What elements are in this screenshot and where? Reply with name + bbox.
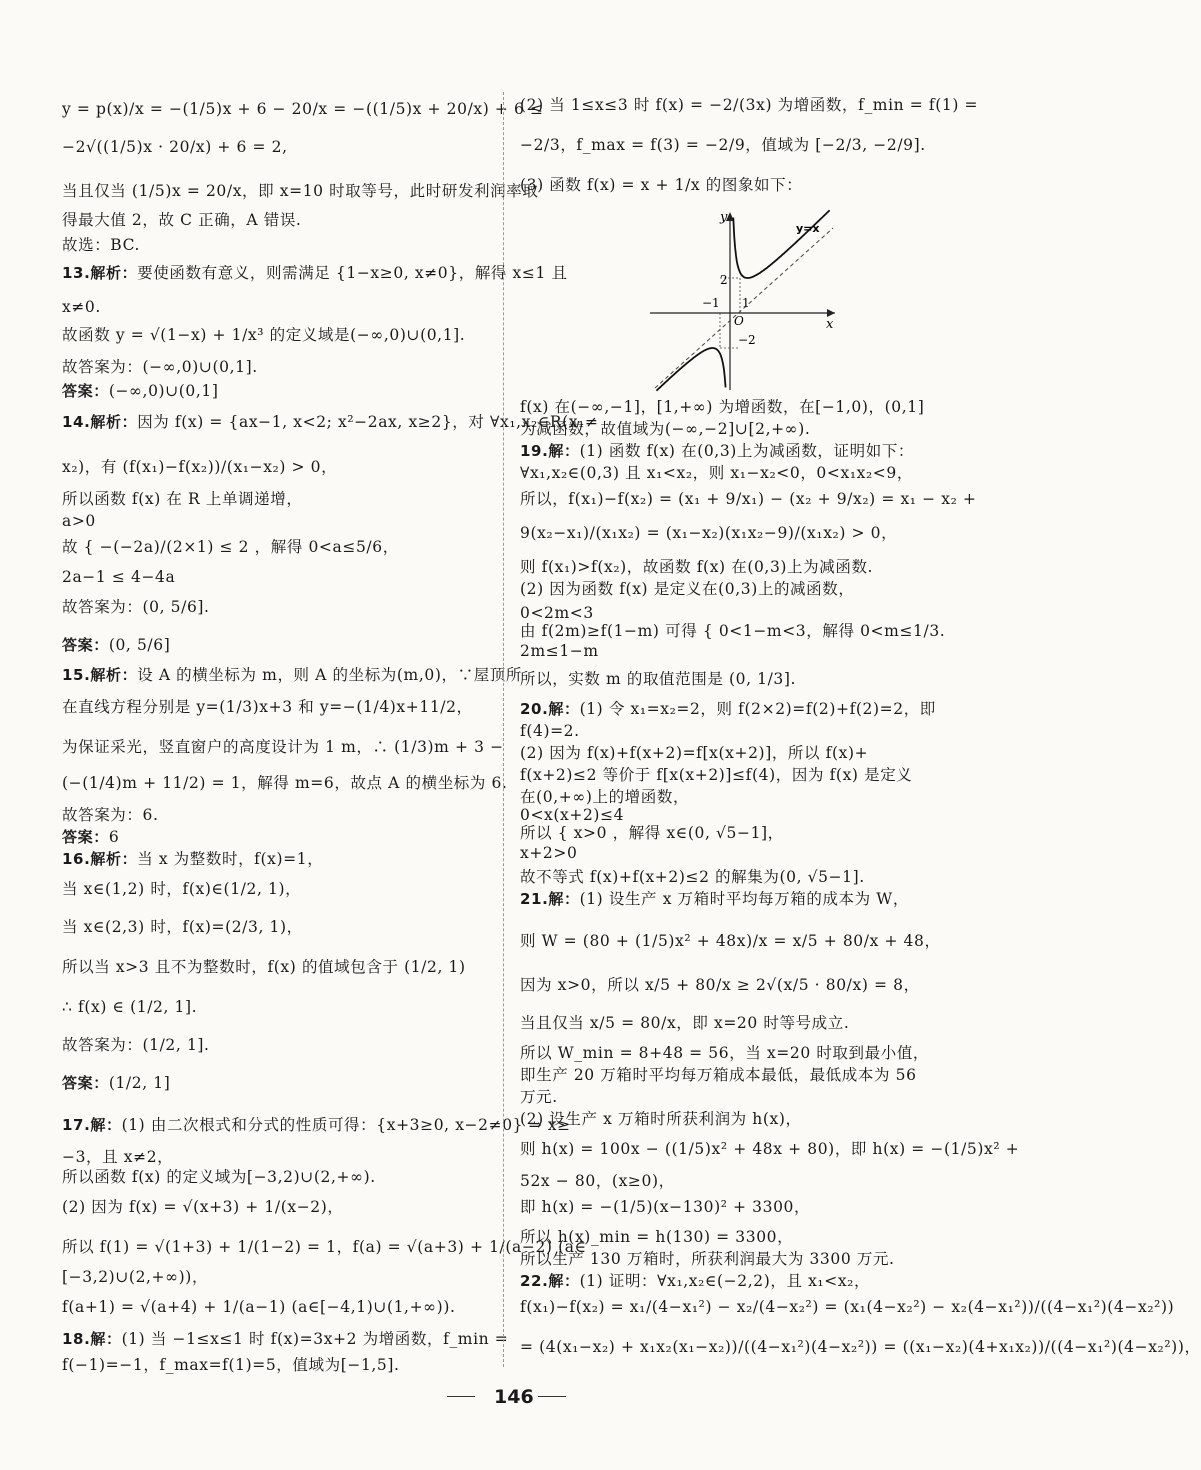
line-text: 故选：BC. (62, 236, 141, 254)
line-text: f(x) 在(−∞,−1]，[1,+∞) 为增函数，在[−1,0)，(0,1] (520, 398, 925, 416)
text-line (520, 1142, 1019, 1158)
text-line (62, 266, 568, 282)
line-text: 万元. (520, 1088, 558, 1106)
text-line (62, 460, 337, 476)
line-text: 得最大值 2，故 C 正确，A 错误. (62, 211, 302, 229)
text-line (62, 638, 170, 654)
text-line (62, 700, 473, 716)
line-text: 所以，f(x₁)−f(x₂) = (x₁ + 9/x₁) − (x₂ + 9/x₂) = x₁ − x₂ + (520, 490, 977, 508)
text-line (520, 746, 868, 762)
line-text: 为减函数，故值域为(−∞,−2]∪[2,+∞). (520, 420, 811, 438)
text-line (62, 570, 175, 586)
line-text: 设 A 的横坐标为 m，则 A 的坐标为(m,0)，∵屋顶所 (137, 666, 522, 684)
curve-positive-branch (733, 210, 829, 278)
line-text: 当且仅当 (1/5)x = 20/x，即 x=10 时取等号，此时研发利润率取 (62, 182, 539, 200)
text-line (62, 920, 303, 936)
line-text: f(4)=2. (520, 722, 580, 740)
text-line (520, 624, 945, 640)
line-text: −2√((1/5)x · 20/x) + 6 = 2, (62, 138, 288, 156)
text-line (62, 1038, 210, 1054)
text-line (62, 300, 101, 316)
text-line (62, 1170, 376, 1186)
tick-label-neg1: −1 (702, 296, 720, 310)
x-axis-arrow (827, 309, 835, 317)
text-line (520, 1274, 870, 1290)
tick-label-neg2: −2 (738, 333, 756, 347)
text-line (62, 492, 302, 508)
curve-negative-branch (657, 348, 726, 391)
line-text: (2) 因为 f(x)+f(x+2)=f[x(x+2)]，所以 f(x)+ (520, 744, 869, 762)
text-line (62, 1150, 173, 1166)
line-text: 2a−1 ≤ 4−4a (62, 568, 176, 586)
text-line (62, 1300, 456, 1316)
column-divider (503, 92, 504, 1367)
item-label: 20.解： (520, 700, 580, 718)
text-line (62, 384, 219, 400)
text-line (520, 870, 865, 886)
text-line (62, 184, 538, 200)
page-number: 146 (494, 1386, 534, 1408)
line-text: (1/2, 1] (108, 1074, 171, 1092)
text-line (62, 514, 96, 530)
line-text: (1) 设生产 x 万箱时平均每万箱的成本为 W， (579, 890, 909, 908)
text-line (520, 808, 624, 824)
text-line (520, 1068, 917, 1084)
line-text: (1) 函数 f(x) 在(0,3)上为减函数，证明如下： (579, 442, 915, 460)
line-text: f(−1)=−1，f_max=f(1)=5，值域为[−1,5]. (62, 1356, 400, 1374)
text-line (62, 1076, 170, 1092)
line-text: 故答案为：(−∞,0)∪(0,1]. (62, 358, 258, 376)
line-text: 2m≤1−m (520, 642, 599, 660)
line-text: (2) 当 1≤x≤3 时 f(x) = −2/(3x) 为增函数，f_min = f(1) = (520, 96, 979, 114)
text-line (62, 1332, 508, 1348)
line-text: −3，且 x≠2， (62, 1148, 174, 1166)
line-text: 故 { −(−2a)/(2×1) ≤ 2 ，解得 0<a≤5/6， (62, 538, 399, 556)
line-text: x₂)，有 (f(x₁)−f(x₂))/(x₁−x₂) > 0， (62, 458, 338, 476)
line-text: 故答案为：6. (62, 806, 159, 824)
text-line (62, 830, 119, 846)
x-axis-label: x (826, 317, 834, 332)
item-label: 13.解析： (62, 264, 138, 282)
line-text: 即生产 20 万箱时平均每万箱成本最低，最低成本为 56 (520, 1066, 917, 1084)
line-text: 当 x 为整数时，f(x)=1， (137, 850, 324, 868)
text-line (520, 606, 594, 622)
line-text: 所以函数 f(x) 的定义域为[−3,2)∪(2,+∞). (62, 1168, 376, 1186)
text-line (520, 1340, 1201, 1356)
line-text: 所以 { x>0 ，解得 x∈(0, √5−1]， (520, 824, 784, 842)
item-label: 答案： (62, 636, 109, 654)
line-text: 则 f(x₁)>f(x₂)，故函数 f(x) 在(0,3)上为减函数. (520, 558, 874, 576)
text-line (520, 1200, 810, 1216)
text-line (520, 846, 577, 862)
item-label: 14.解析： (62, 413, 138, 431)
text-line (62, 102, 544, 118)
text-line (520, 560, 873, 576)
footer-rule-left (447, 1396, 475, 1397)
line-text: ∀x₁,x₂∈(0,3) 且 x₁<x₂，则 x₁−x₂<0，0<x₁x₂<9， (520, 464, 913, 482)
tick-label-1: 1 (742, 296, 750, 310)
line-text: 当且仅当 x/5 = 80/x，即 x=20 时等号成立. (520, 1014, 850, 1032)
line-text: 故答案为：(0, 5/6]. (62, 598, 210, 616)
text-line (520, 178, 802, 194)
line-text: 所以，实数 m 的取值范围是 (0, 1/3]. (520, 670, 797, 688)
line-text: 在直线方程分别是 y=(1/3)x+3 和 y=−(1/4)x+11/2， (62, 698, 473, 716)
line-text: 因为 f(x) = {ax−1, x<2; x²−2ax, x≥2}，对 ∀x₁,x₂∈R(x₁≠ (137, 413, 599, 431)
text-line (62, 740, 504, 756)
line-text: (0, 5/6] (108, 636, 171, 654)
line-text: 在(0,+∞)上的增函数， (520, 788, 690, 806)
line-text: x≠0. (62, 298, 101, 316)
text-line (520, 644, 599, 660)
text-line (520, 1174, 675, 1190)
line-text: 0<2m<3 (520, 604, 594, 622)
line-text: x+2>0 (520, 844, 578, 862)
line-text: a>0 (62, 512, 96, 530)
text-line (520, 1112, 802, 1128)
line-text: (2) 因为函数 f(x) 是定义在(0,3)上的减函数， (520, 580, 855, 598)
line-text: 52x − 80，(x≥0)， (520, 1172, 675, 1190)
line-text: (−(1/4)m + 11/2) = 1，解得 m=6，故点 A 的横坐标为 6. (62, 774, 508, 792)
line-text: 即 h(x) = −(1/5)(x−130)² + 3300， (520, 1198, 811, 1216)
line-text: (1) 当 −1≤x≤1 时 f(x)=3x+2 为增函数，f_min = (121, 1330, 509, 1348)
y-axis-label: y (720, 210, 728, 225)
line-text: 当 x∈(1,2) 时，f(x)∈(1/2, 1)， (62, 880, 302, 898)
tick-label-2: 2 (720, 273, 728, 287)
line-text: (2) 因为 f(x) = √(x+3) + 1/(x−2)， (62, 1198, 344, 1216)
item-label: 15.解析： (62, 666, 138, 684)
text-line (520, 790, 689, 806)
text-line (62, 540, 399, 556)
text-line (62, 1240, 587, 1256)
line-text: (1) 证明：∀x₁,x₂∈(−2,2)，且 x₁<x₂， (579, 1272, 871, 1290)
line-text: 由 f(2m)≥f(1−m) 可得 { 0<1−m<3，解得 0<m≤1/3. (520, 622, 946, 640)
text-line (520, 138, 926, 154)
text-line (520, 492, 977, 508)
item-label: 答案： (62, 1074, 109, 1092)
line-text: 因为 x>0，所以 x/5 + 80/x ≥ 2√(x/5 · 80/x) = 8， (520, 976, 920, 994)
item-label: 19.解： (520, 442, 580, 460)
text-line (62, 1358, 400, 1374)
item-label: 答案： (62, 382, 109, 400)
text-line (520, 466, 913, 482)
text-line (520, 400, 924, 416)
origin-label: O (734, 314, 744, 328)
text-line (62, 668, 522, 684)
line-text: f(a+1) = √(a+4) + 1/(a−1) (a∈[−4,1)∪(1,+∞)). (62, 1298, 456, 1316)
text-line (62, 415, 599, 431)
text-line (520, 702, 936, 718)
text-line (62, 882, 301, 898)
line-text: f(x₁)−f(x₂) = x₁/(4−x₁²) − x₂/(4−x₂²) = (x₁(4−x₂²) − x₂(4−x₁²))/((4−x₁²)(4−x₂²)) (520, 1298, 1175, 1316)
text-line (520, 768, 912, 784)
item-label: 答案： (62, 828, 109, 846)
text-line (62, 1200, 344, 1216)
text-line (520, 98, 978, 114)
text-line (520, 826, 784, 842)
text-line (520, 1046, 929, 1062)
text-line (520, 672, 796, 688)
text-line (520, 934, 941, 950)
text-line (62, 360, 258, 376)
line-text: 9(x₂−x₁)/(x₁x₂) = (x₁−x₂)(x₁x₂−9)/(x₁x₂) > 0， (520, 524, 898, 542)
line-text: 为保证采光，竖直窗户的高度设计为 1 m，∴ (1/3)m + 3 − (62, 738, 504, 756)
asymptote-label: y=x (796, 222, 820, 235)
text-line (520, 978, 920, 994)
text-line (520, 1016, 849, 1032)
line-text: 故不等式 f(x)+f(x+2)≤2 的解集为(0, √5−1]. (520, 868, 865, 886)
text-line (520, 422, 810, 438)
line-text: 所以生产 130 万箱时，所获利润最大为 3300 万元. (520, 1250, 895, 1268)
text-line (62, 1270, 208, 1286)
line-text: 所以当 x>3 且不为整数时，f(x) 的值域包含于 (1/2, 1) (62, 958, 466, 976)
line-text: 故答案为：(1/2, 1]. (62, 1036, 210, 1054)
text-line (62, 328, 465, 344)
footer-rule-right (538, 1396, 566, 1397)
line-text: = (4(x₁−x₂) + x₁x₂(x₁−x₂))/((4−x₁²)(4−x₂²)) = ((x₁−x₂)(4+x₁x₂))/((4−x₁²)(4−x₂²))， (520, 1338, 1201, 1356)
text-line (62, 852, 323, 868)
text-line (62, 776, 508, 792)
line-text: y = p(x)/x = −(1/5)x + 6 − 20/x = −((1/5)x + 20/x) + 6 ≤ (62, 100, 544, 118)
line-text: 故函数 y = √(1−x) + 1/x³ 的定义域是(−∞,0)∪(0,1]. (62, 326, 466, 344)
item-label: 18.解： (62, 1330, 122, 1348)
text-line (520, 1252, 895, 1268)
text-line (520, 724, 580, 740)
line-text: 所以函数 f(x) 在 R 上单调递增， (62, 490, 303, 508)
text-line (62, 140, 288, 156)
text-line (62, 238, 140, 254)
item-label: 16.解析： (62, 850, 138, 868)
text-line (520, 526, 897, 542)
text-line (62, 600, 210, 616)
text-line (520, 1090, 558, 1106)
text-line (520, 1230, 793, 1246)
line-text: (3) 函数 f(x) = x + 1/x 的图象如下： (520, 176, 803, 194)
text-line (62, 808, 159, 824)
text-line (520, 582, 854, 598)
line-text: 6 (108, 828, 120, 846)
text-line (520, 1300, 1174, 1316)
line-text: 当 x∈(2,3) 时，f(x)=(2/3, 1)， (62, 918, 303, 936)
function-graph (650, 208, 845, 393)
line-text: 0<x(x+2)≤4 (520, 806, 625, 824)
item-label: 21.解： (520, 890, 580, 908)
text-line (62, 1000, 197, 1016)
text-line (62, 960, 466, 976)
line-text: 要使函数有意义，则需满足 {1−x≥0, x≠0}，解得 x≤1 且 (137, 264, 568, 282)
line-text: 所以 f(1) = √(1+3) + 1/(1−2) = 1，f(a) = √(a+3) + 1/(a−2) (a∈ (62, 1238, 587, 1256)
line-text: 则 W = (80 + (1/5)x² + 48x)/x = x/5 + 80/x + 48， (520, 932, 941, 950)
text-line (62, 1118, 571, 1134)
line-text: [−3,2)∪(2,+∞))， (62, 1268, 209, 1286)
text-line (62, 213, 301, 229)
item-label: 22.解： (520, 1272, 580, 1290)
line-text: f(x+2)≤2 等价于 f[x(x+2)]≤f(4)，因为 f(x) 是定义 (520, 766, 913, 784)
line-text: 所以 h(x)_min = h(130) = 3300， (520, 1228, 794, 1246)
line-text: (2) 设生产 x 万箱时所获利润为 h(x)， (520, 1110, 802, 1128)
line-text: (−∞,0)∪(0,1] (108, 382, 219, 400)
line-text: (1) 令 x₁=x₂=2，则 f(2×2)=f(2)+f(2)=2，即 (579, 700, 936, 718)
item-label: 17.解： (62, 1116, 122, 1134)
line-text: 所以 W_min = 8+48 = 56，当 x=20 时取到最小值， (520, 1044, 930, 1062)
line-text: −2/3，f_max = f(3) = −2/9，值域为 [−2/3, −2/9]. (520, 136, 926, 154)
text-line (520, 444, 914, 460)
line-text: 则 h(x) = 100x − ((1/5)x² + 48x + 80)，即 h(x) = −(1/5)x² + (520, 1140, 1020, 1158)
text-line (520, 892, 909, 908)
line-text: (1) 由二次根式和分式的性质可得：{x+3≥0, x−2≠0} ⇒ x≥ (121, 1116, 571, 1134)
line-text: ∴ f(x) ∈ (1/2, 1]. (62, 998, 198, 1016)
